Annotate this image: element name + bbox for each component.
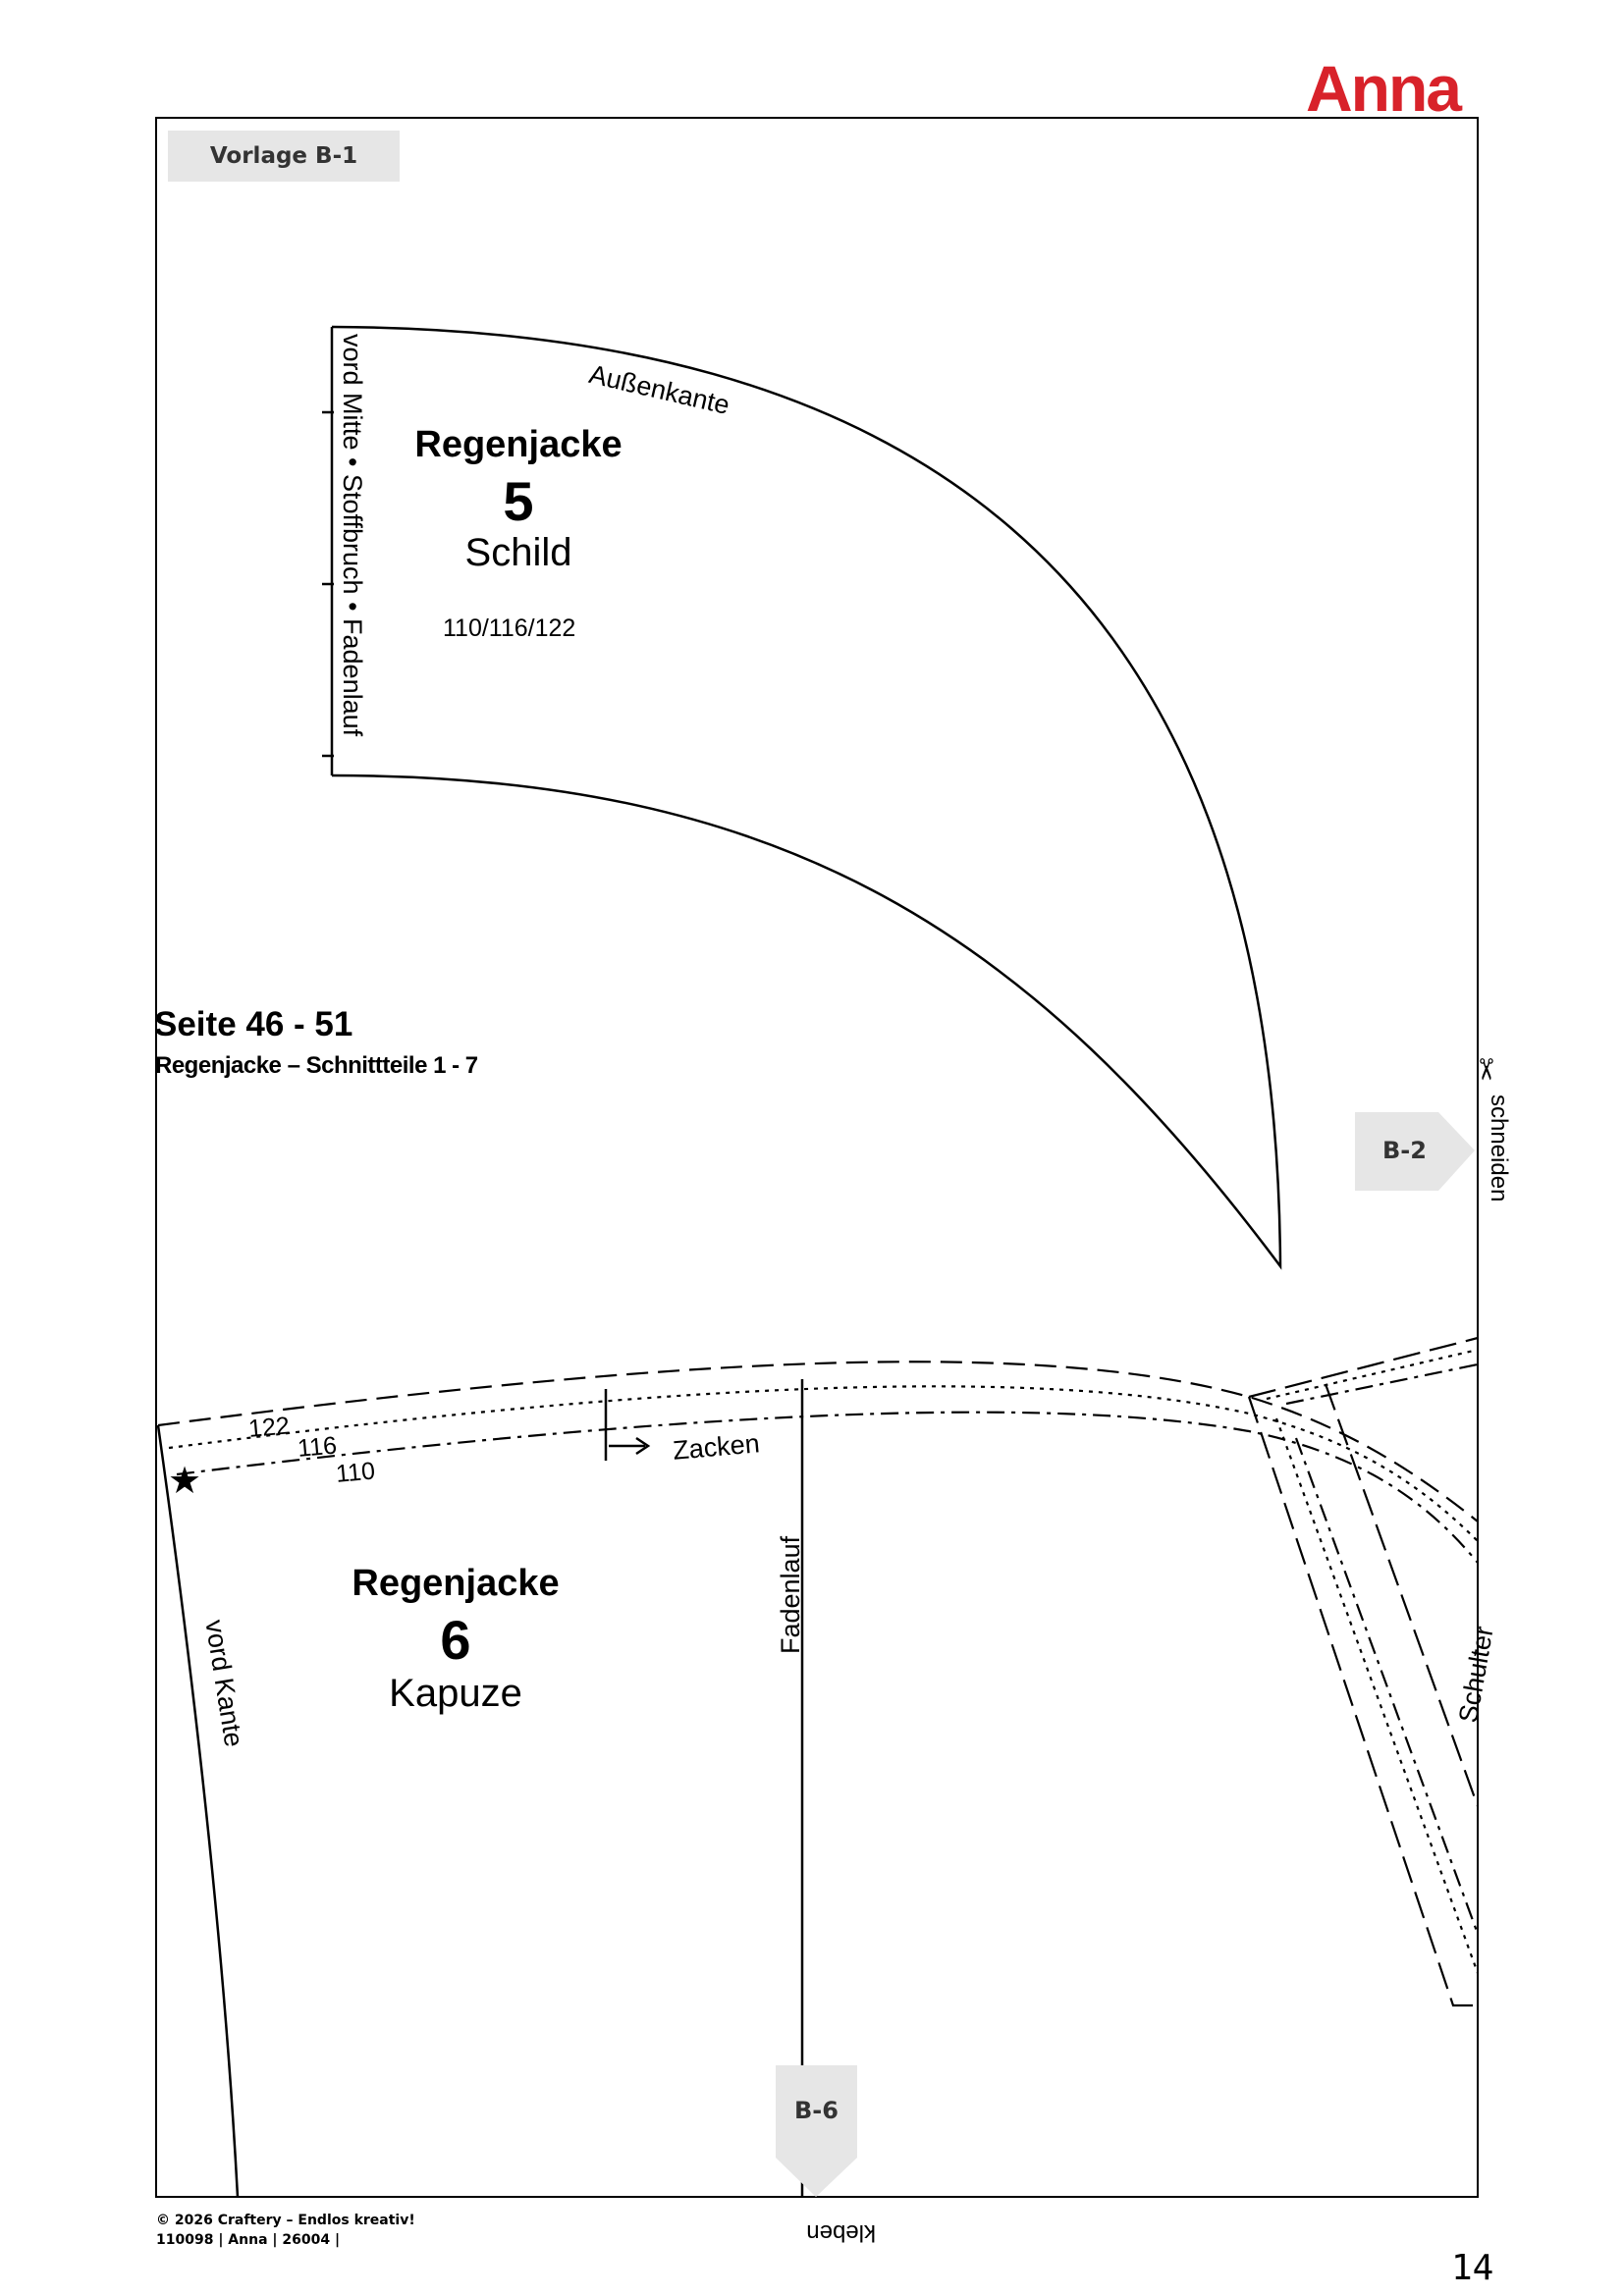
star-icon: ★ bbox=[168, 1461, 202, 1502]
piece6-title: Regenjacke bbox=[352, 1563, 560, 1604]
glue-label: kleben bbox=[806, 2219, 876, 2246]
piece5-title: Regenjacke bbox=[414, 424, 623, 465]
piece6-front-edge-label: vord Kante bbox=[199, 1618, 249, 1749]
footer-copyright: © 2026 Craftery – Endlos kreativ! bbox=[156, 2213, 415, 2228]
cut-label: schneiden bbox=[1486, 1095, 1512, 1202]
piece5-sizes: 110/116/122 bbox=[443, 614, 576, 642]
source-pages: Seite 46 - 51 bbox=[154, 1005, 353, 1043]
piece5-fold-label: vord Mitte • Stoffbruch • Fadenlauf bbox=[338, 334, 367, 737]
size-label-122: 122 bbox=[247, 1412, 292, 1443]
source-subtitle: Regenjacke – Schnittteile 1 - 7 bbox=[155, 1052, 478, 1079]
brand-logo: Anna bbox=[1306, 52, 1460, 125]
right-join-label: B-2 bbox=[1382, 1137, 1427, 1164]
piece6-grain-label: Fadenlauf bbox=[776, 1535, 805, 1654]
piece6-name: Kapuze bbox=[389, 1672, 522, 1715]
size-label-116: 116 bbox=[297, 1431, 339, 1463]
scissors-icon: ✂ bbox=[1469, 1056, 1502, 1083]
bottom-join-label: B-6 bbox=[794, 2097, 839, 2124]
piece5-outline bbox=[332, 327, 1280, 1266]
piece6-notch-label: Zacken bbox=[672, 1428, 761, 1466]
piece6-number: 6 bbox=[440, 1609, 471, 1671]
piece5-number: 5 bbox=[503, 470, 534, 532]
piece5-name: Schild bbox=[464, 531, 572, 574]
bottom-join-tab bbox=[776, 2065, 857, 2197]
piece6-outline bbox=[158, 1379, 802, 2197]
piece6-shoulder-label: Schulter bbox=[1453, 1624, 1499, 1726]
piece5-edge-label: Außenkante bbox=[586, 359, 732, 420]
footer-product-code: 110098 | Anna | 26004 | bbox=[156, 2232, 341, 2248]
page-number: 14 bbox=[1451, 2248, 1494, 2288]
sheet-label: Vorlage B-1 bbox=[168, 131, 400, 182]
size-label-110: 110 bbox=[335, 1457, 377, 1488]
